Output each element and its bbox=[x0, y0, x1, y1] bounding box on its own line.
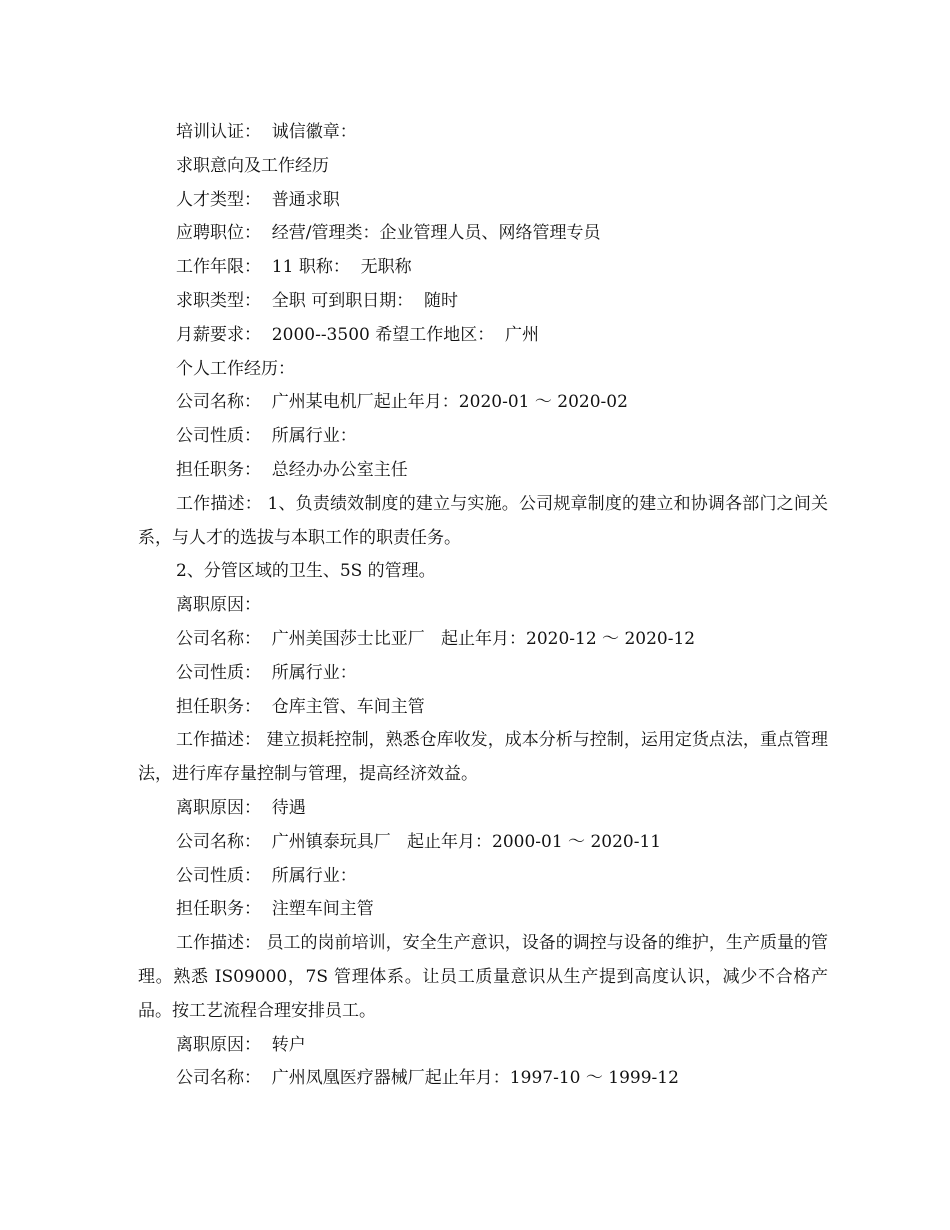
text-line: 公司名称： 广州某电机厂起止年月：2020-01 ～ 2020-02 bbox=[176, 392, 628, 413]
text-line: 公司性质： 所属行业： bbox=[176, 426, 357, 447]
text-line: 公司性质： 所属行业： bbox=[176, 865, 357, 886]
text-line: 公司性质： 所属行业： bbox=[176, 662, 357, 683]
section-heading: 求职意向及工作经历 bbox=[176, 155, 329, 176]
text-line: 公司名称： 广州美国莎士比亚厂 起止年月：2020-12 ～ 2020-12 bbox=[176, 628, 696, 649]
text-line: 人才类型： 普通求职 bbox=[176, 189, 340, 210]
text-line: 离职原因： bbox=[176, 595, 261, 616]
text-line: 应聘职位： 经营/管理类：企业管理人员、网络管理专员 bbox=[176, 223, 601, 244]
text-line: 求职类型： 全职 可到职日期： 随时 bbox=[176, 290, 459, 311]
section-heading: 个人工作经历： bbox=[176, 358, 295, 379]
text-line: 月薪要求： 2000--3500 希望工作地区： 广州 bbox=[176, 324, 540, 345]
text-line: 离职原因： 转户 bbox=[176, 1034, 306, 1055]
text-line: 2、分管区域的卫生、5S 的管理。 bbox=[176, 561, 436, 582]
text-line: 公司名称： 广州镇泰玩具厂 起止年月：2000-01 ～ 2020-11 bbox=[176, 831, 662, 852]
text-line: 培训认证： 诚信徽章： bbox=[176, 122, 357, 142]
text-line: 担任职务： 总经办办公室主任 bbox=[176, 459, 408, 480]
text-line: 工作年限： 11 职称： 无职称 bbox=[176, 257, 412, 278]
text-line: 担任职务： 注塑车间主管 bbox=[176, 899, 374, 920]
job-description-paragraph: 工作描述： 1、负责绩效制度的建立与实施。公司规章制度的建立和协调各部门之间关系，与人才的选拔与本职工作的职责任务。 bbox=[138, 493, 828, 548]
document-page bbox=[138, 116, 828, 1096]
text-line: 担任职务： 仓库主管、车间主管 bbox=[176, 696, 425, 717]
job-description-paragraph: 工作描述： 建立损耗控制，熟悉仓库收发，成本分析与控制，运用定货点法，重点管理法，进行库存量控制与管理，提高经济效益。 bbox=[138, 730, 828, 785]
job-description-paragraph: 工作描述： 员工的岗前培训，安全生产意识，设备的调控与设备的维护，生产质量的管理。熟悉 IS09000，7S 管理体系。让员工质量意识从生产提到高度认识，减少不合格产品。按工艺流程合理安排员工。 bbox=[138, 933, 828, 1021]
text-line: 离职原因： 待遇 bbox=[176, 797, 306, 818]
text-line: 公司名称： 广州凤凰医疗器械厂起止年月：1997-10 ～ 1999-12 bbox=[176, 1068, 679, 1089]
